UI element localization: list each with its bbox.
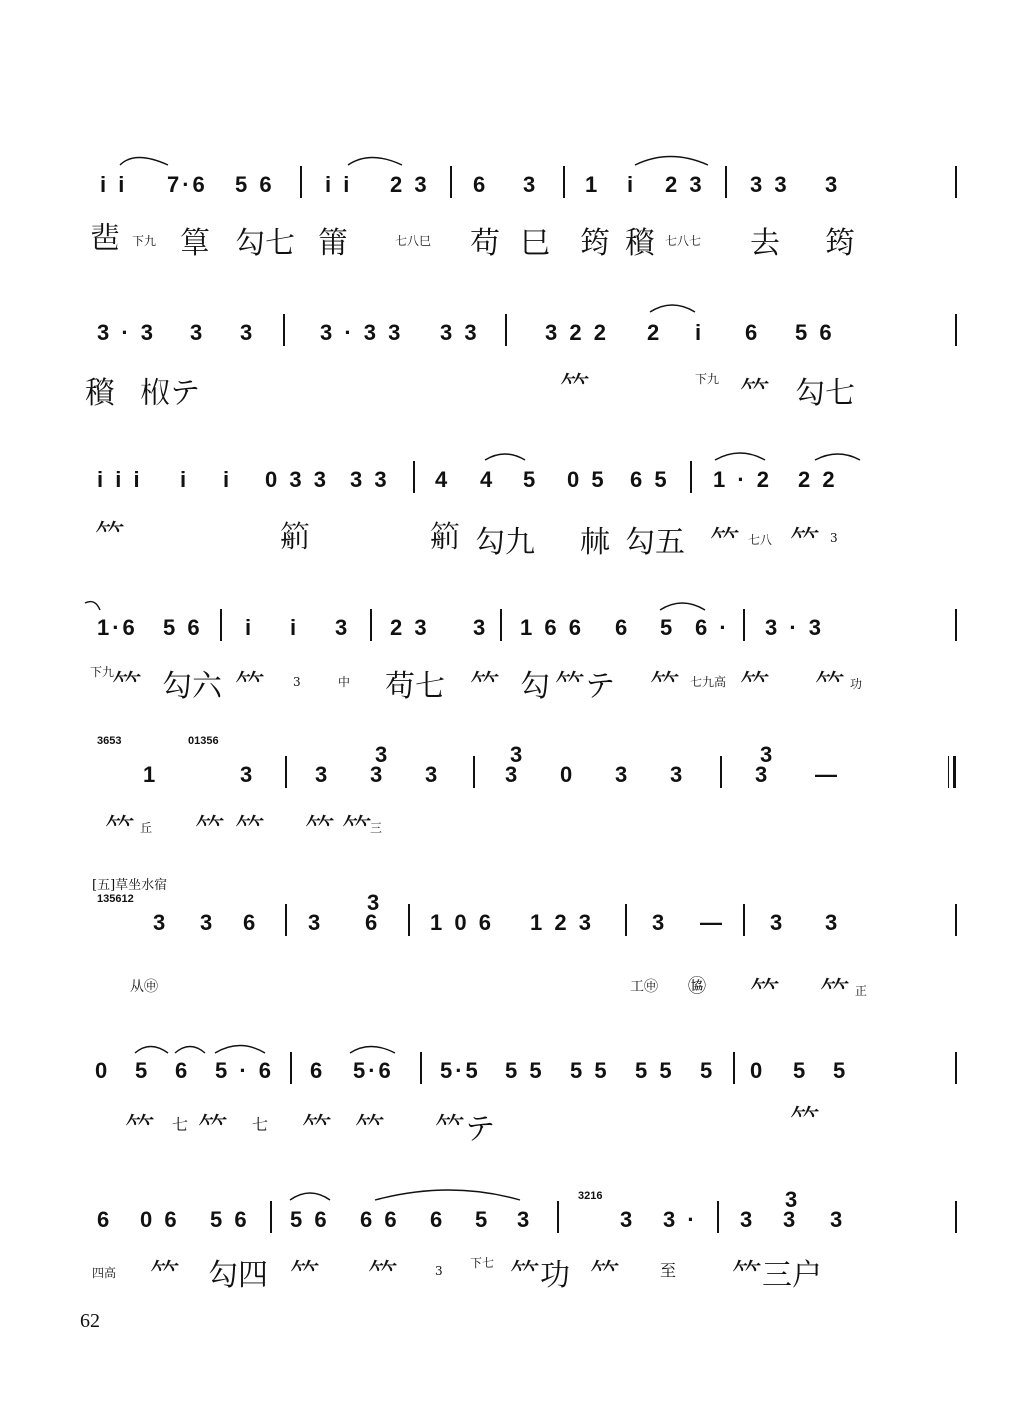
barline xyxy=(370,609,372,641)
note-group: 3 xyxy=(740,1207,756,1232)
tab-annotation: 下七 xyxy=(470,1256,495,1270)
note-group: 5 xyxy=(523,467,539,492)
note-group: 0 xyxy=(750,1058,766,1083)
tab-char: 𥫗 xyxy=(740,376,770,411)
note-group: 5·5 xyxy=(440,1058,481,1083)
tab-char: 筠 xyxy=(825,226,855,261)
note-group: 5 6 xyxy=(235,172,275,197)
note-group: 3 xyxy=(670,762,686,787)
tab-annotation: 功 xyxy=(850,677,863,691)
tab-char: 𥫗功 xyxy=(510,1258,570,1293)
stacked-note: 3 xyxy=(367,890,380,915)
note-group: 3 xyxy=(240,320,256,345)
tab-char: 𥫗 xyxy=(198,1112,228,1147)
note-group: 3 xyxy=(308,910,324,935)
note-group: 3 xyxy=(190,320,206,345)
tab-char: 𥫗 xyxy=(305,813,335,848)
jianpu-line-2 xyxy=(95,308,865,352)
barline xyxy=(285,756,287,788)
notation-system-6 xyxy=(0,890,1030,1038)
note-group: 3 · xyxy=(663,1207,698,1232)
note-group: 2 3 xyxy=(390,172,430,197)
tab-char: 𥫗 xyxy=(470,669,500,704)
jianpu-line-3 xyxy=(95,455,865,499)
tab-annotation: 3 xyxy=(293,675,301,689)
note-group: 6 · xyxy=(695,615,730,640)
barline xyxy=(290,1052,292,1084)
final-barline xyxy=(948,756,956,788)
note-group: 1 2 3 xyxy=(530,910,594,935)
tab-char: 𥫗 xyxy=(820,976,850,1011)
note-group: i xyxy=(290,615,300,640)
barline xyxy=(955,1052,957,1084)
note-group: 1 xyxy=(585,172,601,197)
note-group: 3 xyxy=(473,615,489,640)
note-group: 3 xyxy=(425,762,441,787)
tab-annotation: 下九 xyxy=(90,665,115,679)
note-group: 6 xyxy=(745,320,761,345)
tab-char: 𥫗 xyxy=(355,1112,385,1147)
note-group: 6 6 xyxy=(360,1207,400,1232)
grace-notes: 01356 xyxy=(188,735,219,747)
tab-char: 𥫗 xyxy=(112,669,142,704)
note-group: 5 xyxy=(135,1058,151,1083)
note-group: i xyxy=(245,615,255,640)
tab-char: 𥫗 xyxy=(710,525,740,560)
note-group: 5 xyxy=(700,1058,716,1083)
tab-char: 𥫗 xyxy=(590,1258,620,1293)
note-group: i xyxy=(695,320,705,345)
note-group: 2 2 xyxy=(798,467,838,492)
stacked-note: 3 xyxy=(510,742,523,767)
jianpu-line-1 xyxy=(95,160,865,204)
tab-char: 𥫗三户 xyxy=(732,1258,822,1293)
barline xyxy=(743,609,745,641)
tab-char: 𥫗 xyxy=(125,1112,155,1147)
tab-char: 𥫗 xyxy=(790,1104,820,1139)
note-group: 3 xyxy=(620,1207,636,1232)
notation-system-4 xyxy=(0,603,1030,743)
note-group: 5 5 xyxy=(570,1058,610,1083)
note-group: 5·6 xyxy=(353,1058,394,1083)
barline xyxy=(505,314,507,346)
tab-char: 𥫗 xyxy=(195,813,225,848)
note-group: 4 xyxy=(480,467,496,492)
barline xyxy=(725,166,727,198)
note-group: 5 6 xyxy=(163,615,203,640)
note-group: 6 xyxy=(97,1207,113,1232)
note-group: i i i xyxy=(97,467,143,492)
note-group: 1 6 6 xyxy=(520,615,584,640)
note-group: 3 xyxy=(370,762,386,787)
note-group: 5 xyxy=(660,615,676,640)
barline xyxy=(955,904,957,936)
barline xyxy=(283,314,285,346)
note-group: 3 xyxy=(783,1207,799,1232)
note-group: — xyxy=(700,910,725,935)
notation-system-3 xyxy=(0,455,1030,595)
tablature-line-2 xyxy=(80,368,880,428)
tab-annotation: 七八 xyxy=(748,533,773,547)
barline xyxy=(955,1201,957,1233)
barline xyxy=(413,461,415,493)
tab-char: 𥫗 xyxy=(105,813,135,848)
note-group: — xyxy=(815,762,840,787)
note-group: 6 xyxy=(175,1058,191,1083)
tab-char: 勾四 xyxy=(208,1258,268,1293)
note-group: 3 xyxy=(517,1207,533,1232)
tab-annotation: 下九 xyxy=(132,234,157,248)
stacked-note: 3 xyxy=(760,742,773,767)
note-group: 1·6 xyxy=(97,615,138,640)
tab-annotation: 七八巳 xyxy=(395,234,432,248)
note-group: 1 xyxy=(143,762,159,787)
barline xyxy=(743,904,745,936)
tab-char: 䆅 xyxy=(625,226,655,261)
note-group: 2 3 xyxy=(390,615,430,640)
jianpu-line-4 xyxy=(95,603,865,647)
tab-char: 苟七 xyxy=(385,669,445,704)
tab-char: 筠 xyxy=(580,226,610,261)
tab-char: 𥫗 xyxy=(650,669,680,704)
tab-char: 𣏟 xyxy=(580,525,610,560)
tab-char: 𥫗 xyxy=(560,371,590,406)
tab-char: 至 xyxy=(660,1261,677,1280)
note-group: 5 6 xyxy=(210,1207,250,1232)
notation-system-8 xyxy=(0,1187,1030,1335)
note-group: 3 xyxy=(825,910,841,935)
note-group: 3 xyxy=(825,172,841,197)
tab-char: 𥫗 xyxy=(790,525,820,560)
barline xyxy=(625,904,627,936)
note-group: 3 xyxy=(200,910,216,935)
barline xyxy=(955,166,957,198)
stacked-note: 3 xyxy=(785,1187,798,1212)
barline xyxy=(220,609,222,641)
note-group: i i xyxy=(100,172,128,197)
tablature-line-8 xyxy=(80,1250,880,1310)
note-group: 3 3 xyxy=(750,172,790,197)
tab-annotation: 3 xyxy=(830,531,838,545)
grace-notes: 135612 xyxy=(97,893,134,905)
note-group: 5 xyxy=(475,1207,491,1232)
note-group: i i xyxy=(325,172,353,197)
tab-char: 𥫗 xyxy=(750,976,780,1011)
tab-char: 𥮉 xyxy=(318,226,348,261)
note-group: 3 xyxy=(652,910,668,935)
jianpu-line-5 xyxy=(95,742,865,794)
note-group: 3 xyxy=(830,1207,846,1232)
tab-char: 巳 xyxy=(520,226,550,261)
note-group: 3 xyxy=(315,762,331,787)
tab-char: 勾九 xyxy=(475,525,535,560)
barline xyxy=(955,314,957,346)
notation-system-2 xyxy=(0,308,1030,448)
tab-char: 工㊥ xyxy=(630,979,658,995)
note-group: 3 2 2 xyxy=(545,320,609,345)
barline xyxy=(420,1052,422,1084)
jianpu-line-7 xyxy=(95,1046,865,1090)
note-group: 6 5 xyxy=(630,467,670,492)
barline xyxy=(733,1052,735,1084)
note-group: 5 xyxy=(833,1058,849,1083)
tab-char: 𥮙 xyxy=(430,520,460,555)
tab-char: 𥫗 xyxy=(740,669,770,704)
barline xyxy=(450,166,452,198)
barline xyxy=(557,1201,559,1233)
note-group: 5 · 6 xyxy=(215,1058,275,1083)
note-group: i xyxy=(627,172,637,197)
barline xyxy=(270,1201,272,1233)
note-group: 5 xyxy=(793,1058,809,1083)
tab-char: 𣏘テ xyxy=(140,376,200,411)
tab-char: 𥫗 xyxy=(290,1258,320,1293)
note-group: 6 xyxy=(310,1058,326,1083)
jianpu-line-8 xyxy=(95,1187,865,1239)
barline xyxy=(720,756,722,788)
tab-annotation: 正 xyxy=(855,984,868,998)
note-group: 4 xyxy=(435,467,451,492)
note-group: 3 · 3 xyxy=(97,320,157,345)
grace-notes: 3216 xyxy=(578,1190,603,1202)
note-group: 3 xyxy=(335,615,351,640)
note-group: 7·6 xyxy=(167,172,208,197)
tab-annotation: 七九高 xyxy=(690,675,727,689)
note-group: 3 3 xyxy=(440,320,480,345)
barline xyxy=(717,1201,719,1233)
tab-char: 𥮙 xyxy=(280,520,310,555)
tab-char: 勾五 xyxy=(625,525,685,560)
note-group: 6 xyxy=(365,910,381,935)
tab-annotation: 下九 xyxy=(695,372,720,386)
note-group: 3 xyxy=(755,762,771,787)
tab-char: 𥫗 xyxy=(235,813,265,848)
tab-char: 筸 xyxy=(180,226,210,261)
tab-annotation: 三 xyxy=(370,821,383,835)
note-group: 3 xyxy=(505,762,521,787)
tab-char: 𥫗テ xyxy=(555,669,615,704)
tab-char: 勾七 xyxy=(235,226,295,261)
tablature-line-4 xyxy=(80,661,880,721)
tablature-line-5 xyxy=(80,805,880,865)
note-group: 0 3 3 xyxy=(265,467,329,492)
tab-char: 从㊥ xyxy=(130,979,158,995)
tab-char: 去 xyxy=(750,226,780,261)
note-group: 3 xyxy=(153,910,169,935)
note-group: 2 3 xyxy=(665,172,705,197)
tablature-line-6 xyxy=(80,968,880,1028)
note-group: 3 3 xyxy=(350,467,390,492)
note-group: 3 xyxy=(770,910,786,935)
note-group: 3 · 3 3 xyxy=(320,320,404,345)
tab-annotation: 七八七 xyxy=(665,234,702,248)
barline xyxy=(473,756,475,788)
tab-annotation: 丘 xyxy=(140,821,153,835)
notation-system-1 xyxy=(0,160,1030,300)
tab-char: 𩇯 xyxy=(90,221,120,256)
barline xyxy=(563,166,565,198)
stacked-note: 3 xyxy=(375,742,388,767)
tab-char: 勾六 xyxy=(162,669,222,704)
note-group: 0 6 xyxy=(140,1207,180,1232)
note-group: 1 · 2 xyxy=(713,467,773,492)
notation-system-5 xyxy=(0,735,1030,890)
note-group: 3 xyxy=(240,762,256,787)
tab-char: ㊯ xyxy=(688,976,706,997)
tab-char: 𥫗 xyxy=(302,1112,332,1147)
tab-char: 𥫗テ xyxy=(435,1112,495,1147)
tab-char: 七 xyxy=(172,1115,189,1134)
note-group: 6 xyxy=(473,172,489,197)
tab-char: 𥫗 xyxy=(815,669,845,704)
barline xyxy=(690,461,692,493)
barline xyxy=(408,904,410,936)
tablature-line-7 xyxy=(80,1104,880,1164)
tab-char: 勾七 xyxy=(795,376,855,411)
barline xyxy=(285,904,287,936)
note-group: 1 0 6 xyxy=(430,910,494,935)
note-group: 6 xyxy=(430,1207,446,1232)
tab-annotation: 四高 xyxy=(92,1266,117,1280)
note-group: 0 5 xyxy=(567,467,607,492)
notation-system-7 xyxy=(0,1046,1030,1186)
tab-char: 𥫗 xyxy=(342,813,372,848)
note-group: 5 6 xyxy=(795,320,835,345)
note-group: 6 xyxy=(615,615,631,640)
note-group: 5 5 xyxy=(635,1058,675,1083)
tab-char: 𥫗 xyxy=(150,1258,180,1293)
barline xyxy=(300,166,302,198)
tab-char: 七 xyxy=(252,1115,269,1134)
tab-char: 𥫗 xyxy=(235,669,265,704)
note-group: 5 6 xyxy=(290,1207,330,1232)
grace-notes: 3653 xyxy=(97,735,122,747)
note-group: 0 xyxy=(560,762,576,787)
barline xyxy=(500,609,502,641)
tab-char: 䆅 xyxy=(85,376,115,411)
note-group: 3 xyxy=(615,762,631,787)
tablature-line-1 xyxy=(80,218,880,278)
tab-char: 𥫗 xyxy=(368,1258,398,1293)
barline xyxy=(955,609,957,641)
note-group: 5 5 xyxy=(505,1058,545,1083)
note-group: 6 xyxy=(243,910,259,935)
tab-annotation: 3 xyxy=(435,1264,443,1278)
page-number: 62 xyxy=(80,1310,100,1332)
note-group: i xyxy=(223,467,233,492)
tab-char: 𥫗 xyxy=(95,519,125,554)
tablature-line-3 xyxy=(80,517,880,577)
note-group: 0 xyxy=(95,1058,111,1083)
note-group: 2 xyxy=(647,320,663,345)
section-title: [五]草坐水宿 xyxy=(92,878,168,893)
note-group: 3 · 3 xyxy=(765,615,825,640)
tab-annotation: 中 xyxy=(338,675,351,689)
tab-char: 苟 xyxy=(470,226,500,261)
jianpu-line-6 xyxy=(95,890,865,942)
tab-char: 勾 xyxy=(520,669,550,704)
note-group: i xyxy=(180,467,190,492)
note-group: 3 xyxy=(523,172,539,197)
